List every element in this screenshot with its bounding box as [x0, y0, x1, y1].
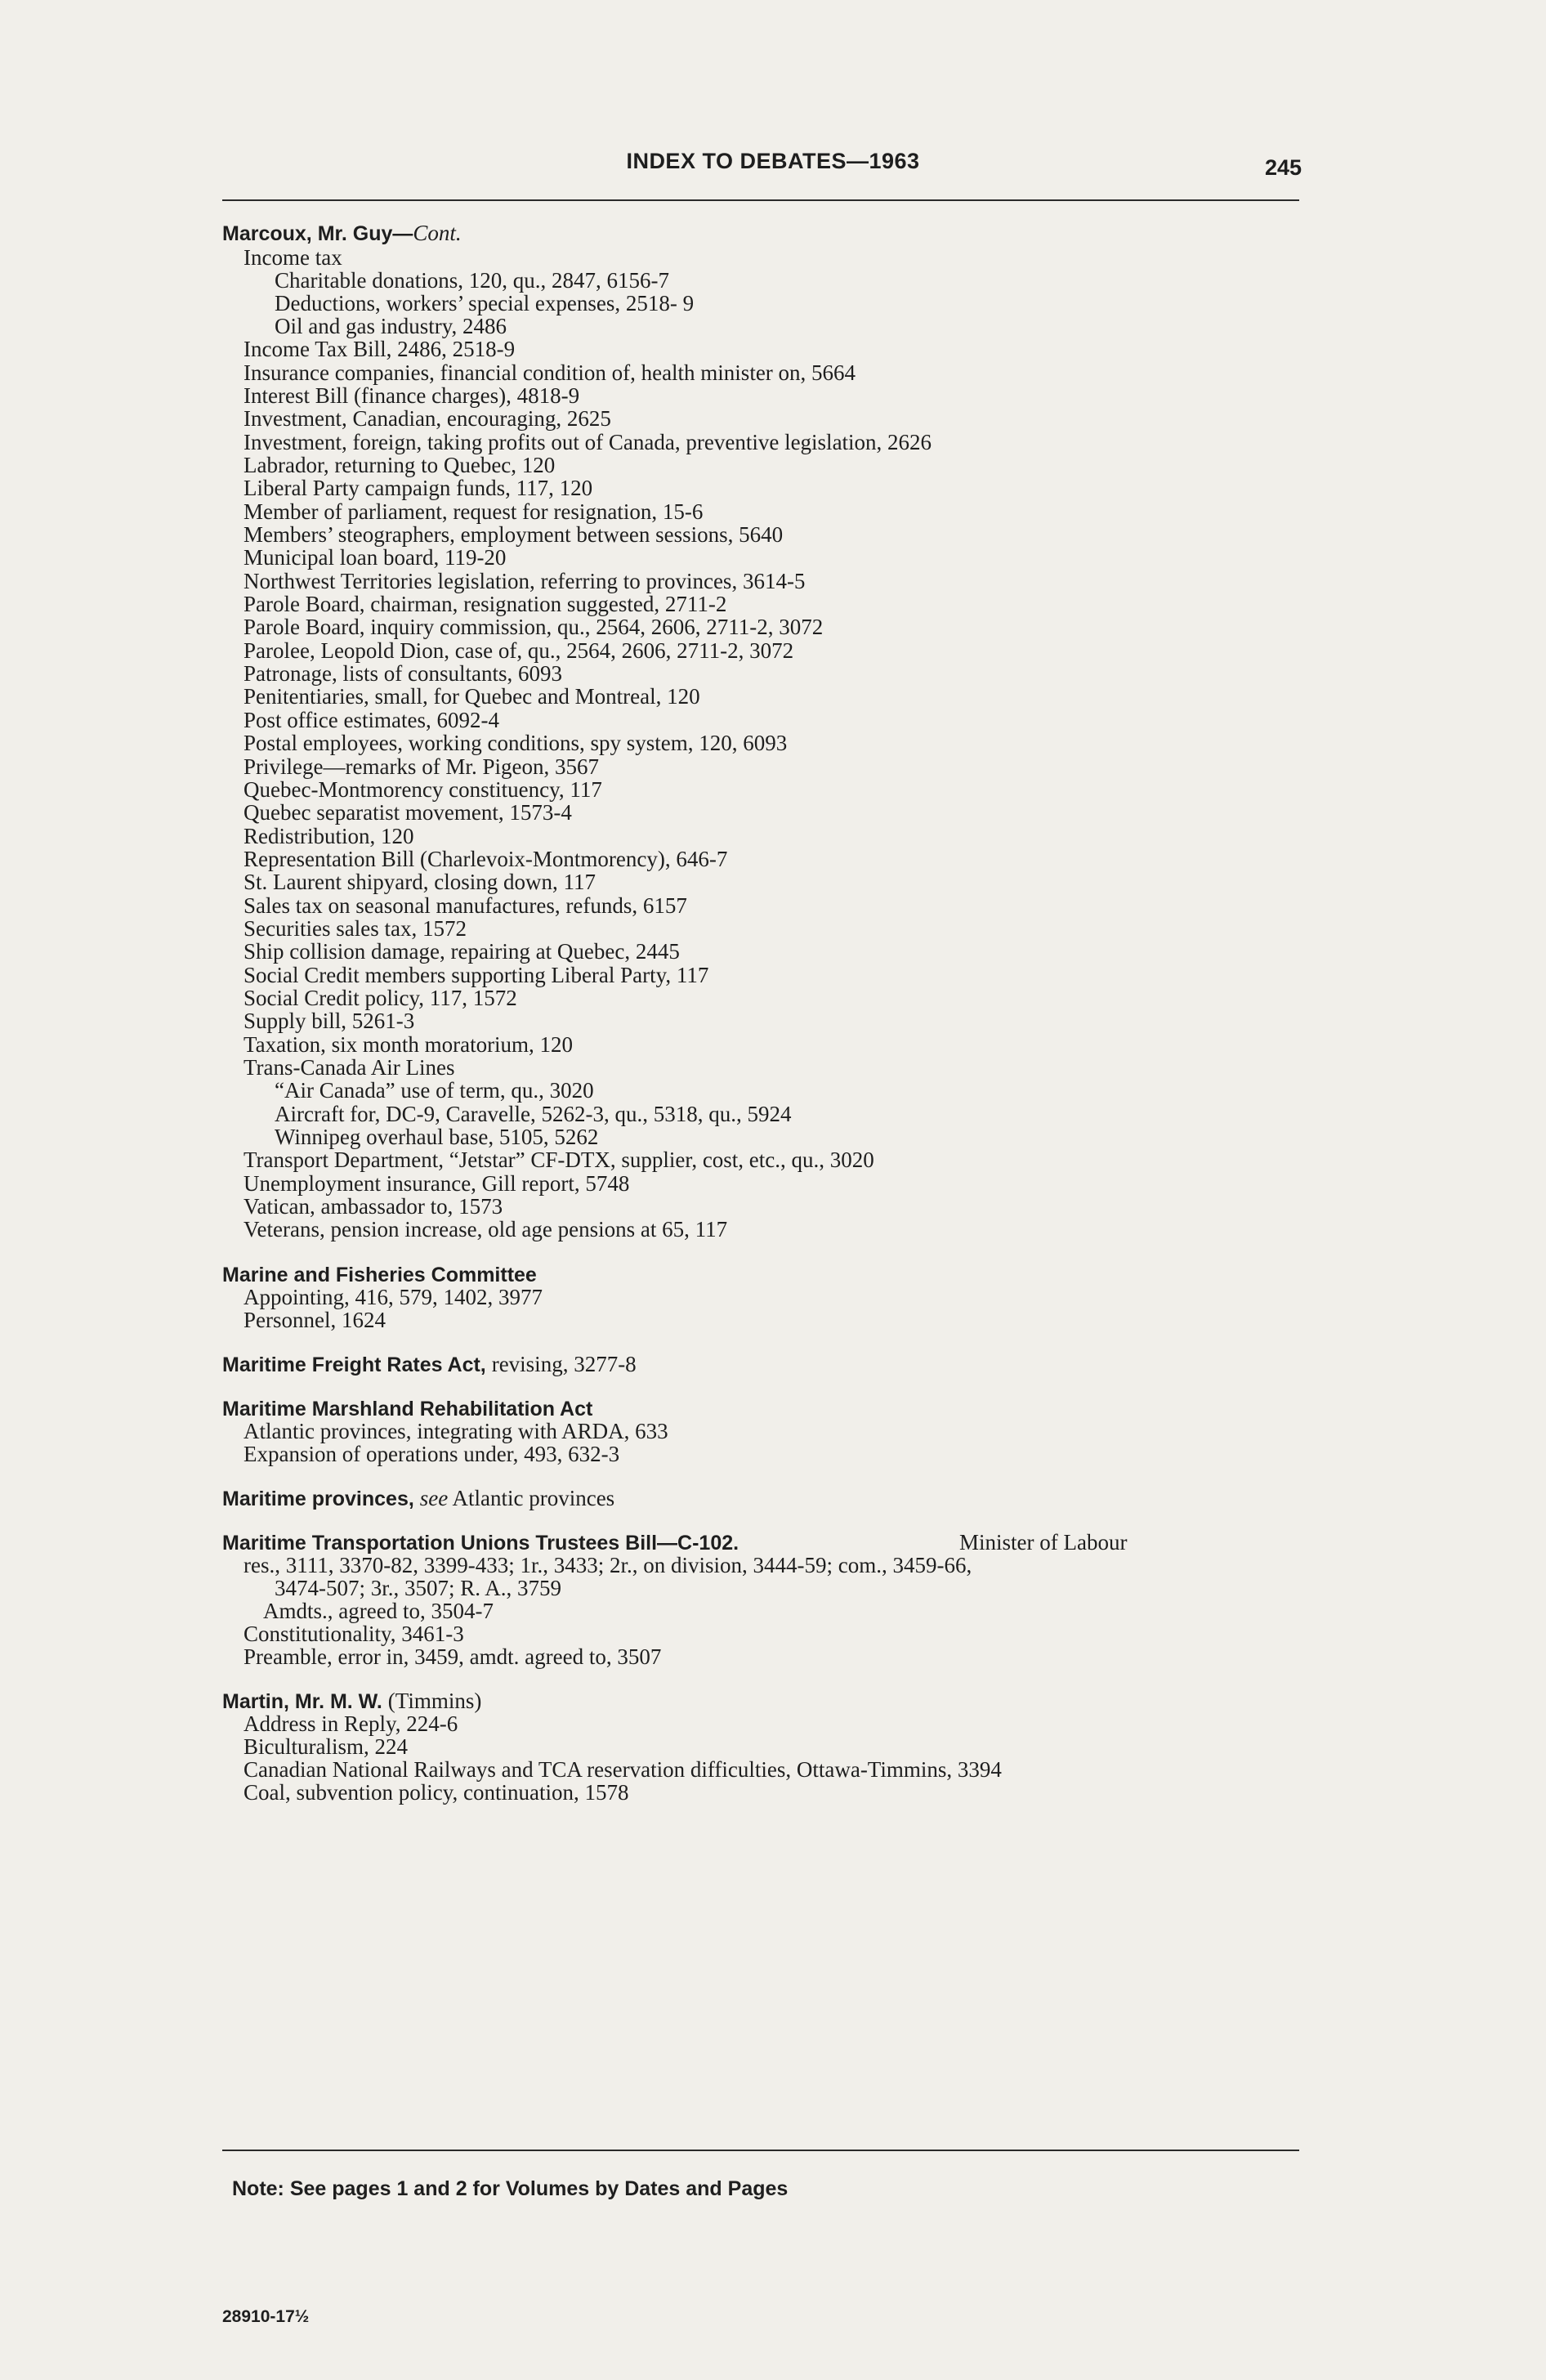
index-subentry [244, 1757, 1002, 1782]
index-subentry [244, 360, 856, 385]
index-subentry [244, 615, 823, 639]
entry-aside: Minister of Labour [959, 1530, 1128, 1555]
page-title: INDEX TO DEBATES—1963 [626, 149, 920, 173]
print-code: 28910-17½ [222, 2307, 310, 2326]
entry-text: Quebec separatist movement, 1573-4 [244, 800, 572, 825]
entry-text: Preamble, error in, 3459, amdt. agreed to, 3507 [244, 1644, 662, 1669]
entry-text: see [419, 1486, 449, 1510]
entry-text: Sales tax on seasonal manufactures, refunds, 6157 [244, 893, 687, 918]
entry-text: Address in Reply, 224-6 [244, 1711, 458, 1736]
entry-text: Transport Department, “Jetstar” CF-DTX, supplier, cost, etc., qu., 3020 [244, 1148, 874, 1172]
page-number: 245 [1265, 155, 1302, 180]
index-heading [222, 1262, 537, 1287]
entry-text: St. Laurent shipyard, closing down, 117 [244, 870, 596, 894]
entry-heading-text: Martin, Mr. M. W. [222, 1690, 388, 1713]
volumes-note: Note: See pages 1 and 2 for Volumes by Dates and Pages [232, 2177, 789, 2200]
index-subentry [275, 1125, 598, 1149]
index-subentry [244, 1734, 408, 1759]
index-subentry [244, 754, 599, 779]
entry-text: Winnipeg overhaul base, 5105, 5262 [275, 1125, 599, 1149]
index-subentry [244, 569, 805, 593]
index-subentry [244, 337, 515, 361]
index-subentry [244, 963, 708, 987]
entry-text: Investment, Canadian, encouraging, 2625 [244, 406, 611, 431]
index-subentry [244, 1055, 454, 1080]
index-subentry [244, 777, 602, 802]
index-subentry [244, 731, 787, 755]
index-subentry [244, 986, 517, 1010]
entry-text: Appointing, 416, 579, 1402, 3977 [244, 1285, 543, 1309]
entry-text: Members’ steographers, employment between sessions, 5640 [244, 522, 784, 547]
index-subentry [244, 1442, 619, 1466]
entry-text: Vatican, ambassador to, 1573 [244, 1194, 503, 1219]
entry-text: Canadian National Railways and TCA reservation difficulties, Ottawa-Timmins, 3394 [244, 1757, 1002, 1782]
index-subentry [244, 1622, 464, 1646]
index-subentry [244, 638, 793, 663]
entry-text: Social Credit policy, 117, 1572 [244, 986, 517, 1010]
index-subentry [275, 268, 669, 293]
entry-text: revising, 3277-8 [491, 1352, 637, 1376]
entry-heading-text: Maritime Freight Rates Act, [222, 1353, 492, 1376]
index-heading [222, 1689, 481, 1714]
index-subentry [244, 916, 467, 941]
entry-text: Labrador, returning to Quebec, 120 [244, 453, 556, 477]
entry-text: Charitable donations, 120, qu., 2847, 6156-7 [275, 268, 669, 293]
entry-text: Parole Board, inquiry commission, qu., 2564, 2606, 2711-2, 3072 [244, 615, 824, 639]
entry-heading-text: Maritime Marshland Rehabilitation Act [222, 1398, 593, 1420]
index-heading [222, 1396, 592, 1421]
index-subentry [244, 1217, 727, 1241]
footer-rule [222, 2150, 1299, 2151]
entry-text: Penitentiaries, small, for Quebec and Montreal, 120 [244, 684, 700, 709]
entry-text: Constitutionality, 3461-3 [244, 1622, 464, 1646]
index-heading [222, 221, 462, 246]
index-subentry [244, 245, 342, 270]
entry-text: Cont. [413, 221, 462, 245]
entry-heading-text: Maritime provinces, [222, 1488, 420, 1510]
entry-text: Privilege—remarks of Mr. Pigeon, 3567 [244, 754, 599, 779]
index-subentry [244, 1711, 458, 1736]
index-subentry [244, 661, 562, 686]
entry-text: Taxation, six month moratorium, 120 [244, 1032, 574, 1057]
index-subentry [244, 592, 726, 616]
entry-text: Aircraft for, DC-9, Caravelle, 5262-3, qu., 5318, qu., 5924 [275, 1102, 792, 1126]
entry-text: res., 3111, 3370-82, 3399-433; 1r., 3433; 2r., on division, 3444-59; com., 3459-66, [244, 1553, 972, 1577]
index-subentry [244, 847, 727, 871]
index-subentry [263, 1599, 494, 1623]
entry-text: Postal employees, working conditions, spy system, 120, 6093 [244, 731, 788, 755]
index-subentry [275, 1576, 561, 1600]
index-subentry [244, 824, 414, 848]
index-subentry [244, 476, 592, 500]
entry-text: Personnel, 1624 [244, 1308, 386, 1332]
entry-text: Biculturalism, 224 [244, 1734, 408, 1759]
index-subentry [244, 1148, 874, 1172]
entry-text: 3474-507; 3r., 3507; R. A., 3759 [275, 1576, 562, 1600]
index-subentry [244, 406, 611, 431]
entry-text: Trans-Canada Air Lines [244, 1055, 455, 1080]
index-subentry [244, 1009, 414, 1033]
entry-text: Member of parliament, request for resignation, 15-6 [244, 499, 704, 524]
index-heading [222, 1352, 637, 1377]
entry-text: Parolee, Leopold Dion, case of, qu., 2564, 2606, 2711-2, 3072 [244, 638, 794, 663]
index-subentry [244, 499, 703, 524]
entry-text: Income tax [244, 245, 342, 270]
entry-text: Quebec-Montmorency constituency, 117 [244, 777, 602, 802]
entry-text: Ship collision damage, repairing at Quebec, 2445 [244, 939, 680, 964]
index-subentry [244, 1171, 629, 1196]
index-subentry [244, 939, 680, 964]
entry-text: Supply bill, 5261-3 [244, 1009, 415, 1033]
entry-text: Municipal loan board, 119-20 [244, 545, 507, 570]
header-rule [222, 199, 1299, 201]
entry-text: Income Tax Bill, 2486, 2518-9 [244, 337, 516, 361]
entry-text: Patronage, lists of consultants, 6093 [244, 661, 562, 686]
index-subentry [244, 1553, 972, 1577]
index-subentry [244, 1780, 628, 1805]
index-subentry [244, 1644, 661, 1669]
entry-text: Atlantic provinces, integrating with ARDA, 633 [244, 1419, 668, 1443]
index-subentry [244, 1032, 573, 1057]
entry-text: Liberal Party campaign funds, 117, 120 [244, 476, 593, 500]
index-subentry [275, 291, 694, 315]
index-subentry [244, 1308, 386, 1332]
entry-text: Deductions, workers’ special expenses, 2518- 9 [275, 291, 695, 315]
entry-text: “Air Canada” use of term, qu., 3020 [275, 1078, 594, 1103]
index-subentry [244, 708, 499, 732]
index-subentry [244, 430, 932, 454]
index-subentry [244, 893, 687, 918]
entry-text: Expansion of operations under, 493, 632-3 [244, 1442, 620, 1466]
entry-text: Investment, foreign, taking profits out of Canada, preventive legislation, 2626 [244, 430, 932, 454]
entry-text: Atlantic provinces [448, 1486, 615, 1510]
entry-text: Veterans, pension increase, old age pensions at 65, 117 [244, 1217, 728, 1241]
index-subentry [244, 383, 579, 408]
index-subentry [244, 1194, 503, 1219]
entry-text: Redistribution, 120 [244, 824, 414, 848]
index-subentry [244, 1419, 668, 1443]
index-subentry [244, 800, 572, 825]
entry-heading-text: Marine and Fisheries Committee [222, 1264, 537, 1286]
entry-text: Representation Bill (Charlevoix-Montmorency), 646-7 [244, 847, 728, 871]
entry-heading-text: Maritime Transportation Unions Trustees Bill—C-102. [222, 1532, 739, 1555]
index-subentry [244, 545, 506, 570]
entry-heading-text: Marcoux, Mr. Guy— [222, 222, 413, 245]
index-heading [222, 1486, 614, 1511]
index-subentry [275, 314, 507, 338]
index-subentry [244, 522, 783, 547]
entry-text: (Timmins) [387, 1689, 482, 1713]
entry-text: Oil and gas industry, 2486 [275, 314, 507, 338]
entry-text: Interest Bill (finance charges), 4818-9 [244, 383, 580, 408]
entry-text: Parole Board, chairman, resignation suggested, 2711-2 [244, 592, 727, 616]
index-subentry [244, 684, 700, 709]
entry-text: Amdts., agreed to, 3504-7 [263, 1599, 494, 1623]
index-subentry [275, 1102, 792, 1126]
index-subentry [244, 453, 555, 477]
entry-text: Post office estimates, 6092-4 [244, 708, 499, 732]
index-subentry [275, 1078, 594, 1103]
index-subentry [244, 870, 596, 894]
entry-text: Social Credit members supporting Liberal Party, 117 [244, 963, 709, 987]
entry-text: Coal, subvention policy, continuation, 1578 [244, 1780, 629, 1805]
entry-text: Securities sales tax, 1572 [244, 916, 467, 941]
entry-text: Unemployment insurance, Gill report, 5748 [244, 1171, 630, 1196]
entry-text: Insurance companies, financial condition of, health minister on, 5664 [244, 360, 856, 385]
index-heading [222, 1530, 739, 1555]
entry-text: Northwest Territories legislation, referring to provinces, 3614-5 [244, 569, 806, 593]
index-subentry [244, 1285, 543, 1309]
